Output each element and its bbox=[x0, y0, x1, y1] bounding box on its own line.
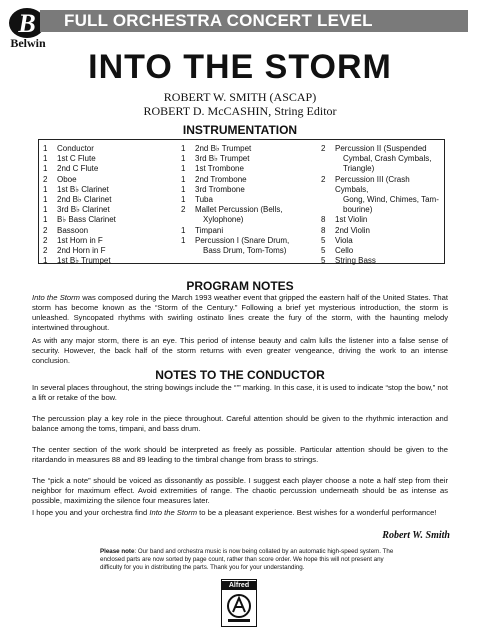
instrument-name: 2nd Horn in F bbox=[57, 246, 106, 256]
instrument-name: Bassoon bbox=[57, 225, 89, 235]
credits bbox=[0, 90, 480, 118]
instrument-name: Cymbal, Crash Cymbals, bbox=[343, 154, 432, 164]
instrument-row bbox=[181, 215, 319, 225]
conductor-notes-paragraph-1: In several places throughout, the string bowings include the “’” marking. In this case, it is used to indicate “stop the bow,” not a lift or retake of the bow. bbox=[32, 383, 448, 402]
instrument-quantity: 2 bbox=[43, 174, 48, 184]
composer-signature: Robert W. Smith bbox=[382, 530, 450, 541]
instrumentation-column-3 bbox=[321, 144, 443, 266]
conductor-notes-paragraph-4: The “pick a note” should be voiced as dissonantly as possible. I suggest each player choose a note a half step from their neighbor for maximum effect. Avoid extremities of range. The chaotic percussion underneath should be as intense as possible, maximizing the silence four measures later. bbox=[32, 476, 448, 505]
instrument-row bbox=[181, 246, 319, 256]
instrument-row bbox=[321, 226, 443, 236]
instrument-quantity: 1 bbox=[43, 205, 48, 215]
conductor-notes-paragraph-3: The center section of the work should be interpreted as freely as possible. Particular attention should be given to the ritardando in measures 88 and 89 leading to the timbral change from brass to strings. bbox=[32, 445, 448, 464]
instrument-row bbox=[181, 164, 319, 174]
instrument-name: 1st Horn in F bbox=[57, 235, 103, 245]
instrument-quantity bbox=[321, 195, 335, 205]
publisher-name: Belwin bbox=[10, 36, 46, 50]
instrument-quantity: 2 bbox=[43, 225, 48, 235]
instrument-quantity: 2 bbox=[43, 246, 48, 256]
instrument-name: String Bass bbox=[335, 256, 376, 266]
instrument-row bbox=[321, 175, 443, 195]
instrument-row bbox=[43, 195, 171, 205]
instrument-name: B♭ Bass Clarinet bbox=[57, 215, 116, 225]
instrument-name: bourine) bbox=[343, 205, 373, 215]
instrument-name: Percussion II (Suspended bbox=[335, 144, 427, 153]
alfred-emblem-icon bbox=[226, 592, 252, 624]
instrument-row bbox=[181, 195, 319, 205]
instrumentation-box bbox=[38, 139, 445, 264]
instrument-row bbox=[321, 236, 443, 246]
instrument-row bbox=[321, 215, 443, 225]
instrument-quantity: 1 bbox=[43, 195, 48, 205]
instrumentation-column-1 bbox=[43, 144, 171, 266]
instrument-quantity: 1 bbox=[43, 184, 48, 194]
instrument-row bbox=[321, 154, 443, 164]
instrument-row bbox=[43, 215, 171, 225]
instrument-quantity bbox=[321, 164, 335, 174]
instrument-quantity: 2 bbox=[43, 235, 48, 245]
instrument-name: Triangle) bbox=[343, 164, 375, 174]
instrument-name: 2nd Trombone bbox=[195, 174, 247, 184]
instrument-quantity: 1 bbox=[181, 174, 186, 184]
instrumentation-column-2 bbox=[181, 144, 319, 256]
instrument-name: 2nd C Flute bbox=[57, 164, 99, 174]
instrument-name: 2nd Violin bbox=[335, 225, 370, 235]
instrument-name: 1st B♭ Clarinet bbox=[57, 184, 109, 194]
alfred-logo bbox=[221, 579, 257, 627]
conductor-notes-heading: NOTES TO THE CONDUCTOR bbox=[155, 368, 325, 382]
instrument-row bbox=[181, 205, 319, 215]
composer-credit: ROBERT W. SMITH (ASCAP) bbox=[163, 90, 317, 104]
instrument-name: Bass Drum, Tom-Toms) bbox=[203, 246, 287, 256]
program-notes-paragraph-2: As with any major storm, there is an eye. This period of intense beauty and calm lulls the listener into a false sense of security. However, the back half of the storm returns with even greater vengeance, driving the work to an intense conclusion. bbox=[32, 336, 448, 365]
instrument-row bbox=[43, 154, 171, 164]
instrument-row bbox=[43, 185, 171, 195]
instrument-row bbox=[43, 256, 171, 266]
instrument-name: Cello bbox=[335, 246, 354, 256]
instrument-row bbox=[43, 246, 171, 256]
instrument-quantity: 1 bbox=[181, 154, 186, 164]
instrument-name: Percussion III (Crash Cymbals, bbox=[335, 174, 410, 194]
instrument-quantity bbox=[321, 205, 335, 215]
instrument-quantity: 8 bbox=[321, 215, 326, 225]
instrument-row bbox=[181, 144, 319, 154]
instrument-quantity: 1 bbox=[43, 164, 48, 174]
instrument-quantity bbox=[181, 246, 195, 256]
instrument-quantity: 2 bbox=[181, 205, 186, 215]
instrument-name: Percussion I (Snare Drum, bbox=[195, 235, 290, 245]
editor-credit: ROBERT D. McCASHIN, String Editor bbox=[143, 104, 337, 118]
instrument-row bbox=[321, 195, 443, 205]
instrument-name: 1st C Flute bbox=[57, 154, 96, 164]
instrument-quantity: 1 bbox=[181, 184, 186, 194]
work-title: Into the Storm bbox=[32, 293, 80, 302]
instrument-row bbox=[321, 246, 443, 256]
instrument-quantity bbox=[181, 215, 195, 225]
instrument-quantity: 1 bbox=[43, 215, 48, 225]
instrument-name: 3rd B♭ Clarinet bbox=[57, 205, 110, 215]
instrument-row bbox=[321, 256, 443, 266]
conductor-notes-paragraph-5: I hope you and your orchestra find Into the Storm to be a pleasant experience. Best wishes for a wonderful performance! bbox=[32, 508, 437, 517]
instrument-row bbox=[43, 205, 171, 215]
instrument-row bbox=[181, 226, 319, 236]
instrument-name: 1st B♭ Trumpet bbox=[57, 256, 111, 266]
instrument-quantity: 1 bbox=[43, 154, 48, 164]
instrument-row bbox=[181, 175, 319, 185]
instrument-row bbox=[181, 154, 319, 164]
instrument-name: 3rd B♭ Trumpet bbox=[195, 154, 250, 164]
instrument-quantity: 1 bbox=[43, 144, 48, 153]
instrument-row bbox=[43, 175, 171, 185]
instrument-quantity: 5 bbox=[321, 235, 326, 245]
svg-text:B: B bbox=[18, 9, 36, 38]
instrument-row bbox=[181, 236, 319, 246]
instrument-row bbox=[43, 226, 171, 236]
instrument-name: Timpani bbox=[195, 225, 224, 235]
instrument-row bbox=[43, 164, 171, 174]
instrument-row bbox=[321, 144, 443, 154]
conductor-notes-paragraph-2: The percussion play a key role in the piece throughout. Careful attention should be given to the rhythmic interaction and balance among the toms, timpani, and bass drum. bbox=[32, 414, 448, 433]
instrument-quantity: 1 bbox=[181, 164, 186, 174]
instrument-name: Gong, Wind, Chimes, Tam- bbox=[343, 195, 439, 205]
instrument-name: Viola bbox=[335, 235, 353, 245]
instrument-row bbox=[43, 144, 171, 154]
program-notes-paragraph-1: Into the Storm was composed during the March 1993 weather event that gripped the eastern half of the United States. That storm has become known as the “Storm of the Century.” Following a brief yet mysterious introduction, the storm is unleashed. Syncopated rhythms with swirling ostinato lines create the fury of the storm, with the haunting melody intertwined throughout. bbox=[32, 293, 448, 332]
instrument-quantity: 2 bbox=[321, 144, 326, 153]
instrument-quantity: 5 bbox=[321, 256, 326, 266]
instrument-name: 2nd B♭ Clarinet bbox=[57, 195, 112, 205]
work-title: Into the Storm bbox=[149, 508, 198, 517]
instrument-quantity: 8 bbox=[321, 225, 326, 235]
series-banner: FULL ORCHESTRA CONCERT LEVEL bbox=[40, 10, 468, 32]
instrument-name: Xylophone) bbox=[203, 215, 244, 225]
collation-note: Please note: Our band and orchestra music is now being collated by an automatic high-speed system. The enclosed parts are now sorted by page count, rather than score order. We hope this will not present any difficulty for you in distributing the parts. Thank you for your understanding. bbox=[100, 548, 394, 571]
instrument-name: 2nd B♭ Trumpet bbox=[195, 144, 252, 153]
instrument-name: Tuba bbox=[195, 195, 213, 205]
instrument-name: Oboe bbox=[57, 174, 77, 184]
instrument-row bbox=[43, 236, 171, 246]
instrument-quantity bbox=[321, 154, 335, 164]
page-title: INTO THE STORM bbox=[88, 48, 392, 86]
instrument-row bbox=[181, 185, 319, 195]
instrumentation-heading: INSTRUMENTATION bbox=[182, 123, 298, 137]
program-notes-heading: PROGRAM NOTES bbox=[186, 279, 294, 293]
instrument-name: Conductor bbox=[57, 144, 94, 153]
instrument-name: Mallet Percussion (Bells, bbox=[195, 205, 283, 215]
instrument-quantity: 2 bbox=[321, 174, 326, 184]
instrument-quantity: 1 bbox=[181, 235, 186, 245]
instrument-quantity: 1 bbox=[181, 195, 186, 205]
instrument-name: 3rd Trombone bbox=[195, 184, 245, 194]
instrument-quantity: 5 bbox=[321, 246, 326, 256]
instrument-quantity: 1 bbox=[181, 225, 186, 235]
instrument-name: 1st Violin bbox=[335, 215, 368, 225]
alfred-wordmark: Alfred bbox=[222, 581, 256, 590]
instrument-row bbox=[321, 205, 443, 215]
instrument-name: 1st Trombone bbox=[195, 164, 244, 174]
instrument-row bbox=[321, 164, 443, 174]
instrument-quantity: 1 bbox=[43, 256, 48, 266]
instrument-quantity: 1 bbox=[181, 144, 186, 153]
